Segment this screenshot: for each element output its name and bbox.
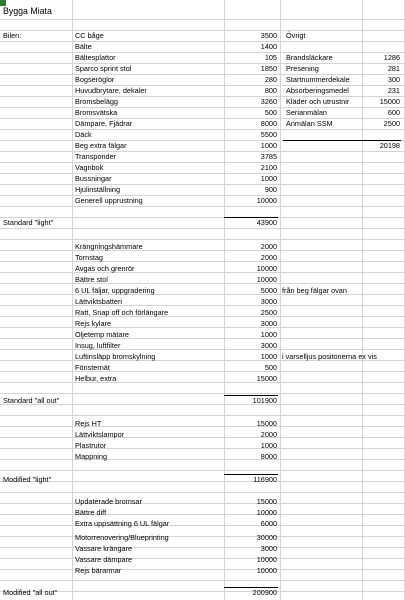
list-item-amount: 3785 bbox=[260, 152, 277, 161]
list-item-amount: 280 bbox=[264, 75, 277, 84]
subtotal-amount: 101900 bbox=[252, 396, 277, 405]
list-item-name: Updaterade bromsar bbox=[75, 497, 142, 506]
list-item-name: Bättre diff bbox=[75, 508, 107, 517]
list-item-name: Fönsternät bbox=[75, 363, 110, 372]
subtotal-amount: 200900 bbox=[252, 588, 277, 597]
list-item-name: CC båge bbox=[75, 31, 104, 40]
list-item-amount: 1400 bbox=[260, 42, 277, 51]
list-item-name: Bättre stol bbox=[75, 275, 108, 284]
list-item-note: i varselljus positonerna ex vis bbox=[282, 352, 377, 361]
list-item-name: Ratt, Snap off och förlängare bbox=[75, 308, 169, 317]
list-item-amount: 3000 bbox=[260, 341, 277, 350]
list-item-name: Startnummerdekale bbox=[286, 75, 350, 84]
list-item-amount: 15000 bbox=[256, 419, 277, 428]
list-item-name: Hjulinställning bbox=[75, 185, 121, 194]
list-item-amount: 30000 bbox=[256, 533, 277, 542]
sheet-title: Bygga Miata bbox=[3, 6, 52, 16]
list-item-name: Bogseröglor bbox=[75, 75, 115, 84]
list-item-amount: 281 bbox=[387, 64, 400, 73]
list-item-amount: 1000 bbox=[260, 441, 277, 450]
list-item-name: Mappning bbox=[75, 452, 108, 461]
list-item-name: Luftinsläpp bromskylning bbox=[75, 352, 156, 361]
list-item-name: Oljetemp mätare bbox=[75, 330, 129, 339]
list-item-amount: 8000 bbox=[260, 119, 277, 128]
grid-row-line bbox=[0, 206, 405, 207]
list-item-name: Kläder och utrustnir bbox=[286, 97, 350, 106]
list-item-amount: 1286 bbox=[383, 53, 400, 62]
list-item-name: Lättviktsbatteri bbox=[75, 297, 123, 306]
grid-row-line bbox=[0, 239, 405, 240]
list-item-name: Anmälan SSM bbox=[286, 119, 333, 128]
list-item-amount: 8000 bbox=[260, 452, 277, 461]
list-item-name: Vagnbok bbox=[75, 163, 104, 172]
grid-row-line bbox=[0, 415, 405, 416]
list-item-amount: 300 bbox=[387, 75, 400, 84]
list-item-name: Dämpare, Fjädrar bbox=[75, 119, 133, 128]
list-item-name: 6 UL fäljar, uppgradering bbox=[75, 286, 155, 295]
list-item-amount: 1000 bbox=[260, 352, 277, 361]
subtotal-label: Standard "light" bbox=[3, 218, 54, 227]
list-item-name: Avgas och grenrör bbox=[75, 264, 135, 273]
grid-row-line bbox=[0, 228, 405, 229]
list-item-amount: 1850 bbox=[260, 64, 277, 73]
grid-row-line bbox=[0, 580, 405, 581]
list-item-name: Presening bbox=[286, 64, 319, 73]
list-item-amount: 5500 bbox=[260, 130, 277, 139]
list-item-amount: 800 bbox=[264, 86, 277, 95]
ovrigt-total: 20198 bbox=[379, 141, 400, 150]
list-item-name: Vassare dämpare bbox=[75, 555, 133, 564]
list-item-amount: 15000 bbox=[379, 97, 400, 106]
list-item-amount: 231 bbox=[387, 86, 400, 95]
grid-row-line bbox=[0, 470, 405, 471]
list-item-name: Motorrenovering/Blueprinting bbox=[75, 533, 169, 542]
list-item-amount: 2500 bbox=[260, 308, 277, 317]
list-item-name: Serianmälan bbox=[286, 108, 327, 117]
subtotal-amount: 43900 bbox=[256, 218, 277, 227]
grid-row-line bbox=[0, 492, 405, 493]
list-item-amount: 3500 bbox=[260, 31, 277, 40]
list-item-amount: 2000 bbox=[260, 242, 277, 251]
list-item-amount: 500 bbox=[264, 108, 277, 117]
list-item-name: Absorberingsmedel bbox=[286, 86, 349, 95]
list-item-name: Lättviktslampor bbox=[75, 430, 125, 439]
list-item-name: Bältesplattor bbox=[75, 53, 116, 62]
list-item-name: Beg extra fälgar bbox=[75, 141, 127, 150]
grid-column-line bbox=[72, 0, 73, 600]
list-item-note: från beg fälgar ovan bbox=[282, 286, 347, 295]
list-item-amount: 1000 bbox=[260, 141, 277, 150]
list-item-name: Generell upprustning bbox=[75, 196, 143, 205]
subtotal-amount: 116900 bbox=[253, 475, 277, 484]
list-item-amount: 2000 bbox=[260, 253, 277, 262]
list-item-amount: 900 bbox=[264, 185, 277, 194]
list-item-amount: 105 bbox=[264, 53, 277, 62]
list-item-amount: 15000 bbox=[256, 374, 277, 383]
subtotal-label: Standard "all out" bbox=[3, 396, 60, 405]
list-item-name: Transponder bbox=[75, 152, 117, 161]
list-item-amount: 1000 bbox=[260, 330, 277, 339]
list-item-name: Plastrutor bbox=[75, 441, 107, 450]
list-item-name: Extra uppsättning 6 UL fälgar bbox=[75, 519, 170, 528]
list-item-name: Huvudbrytare, dekaler bbox=[75, 86, 147, 95]
list-item-name: Tornstag bbox=[75, 253, 103, 262]
list-item-name: Brandsläckare bbox=[286, 53, 333, 62]
list-item-amount: 500 bbox=[264, 363, 277, 372]
subtotal-label: Modified "all out" bbox=[3, 588, 58, 597]
subtotal-label: Modified "light" bbox=[3, 475, 52, 484]
list-item-amount: 2500 bbox=[383, 119, 400, 128]
list-item-name: Rejs bärarmar bbox=[75, 566, 122, 575]
list-item-name: Bromsbelägg bbox=[75, 97, 118, 106]
grid-row-line bbox=[0, 19, 405, 20]
list-item-amount: 10000 bbox=[256, 555, 277, 564]
list-item-amount: 6000 bbox=[260, 519, 277, 528]
list-item-amount: 15000 bbox=[256, 497, 277, 506]
list-item-name: Helbur, extra bbox=[75, 374, 117, 383]
list-item-amount: 10000 bbox=[256, 275, 277, 284]
grid-column-line bbox=[280, 0, 281, 600]
list-item-amount: 10000 bbox=[256, 264, 277, 273]
list-item-name: Bälte bbox=[75, 42, 92, 51]
list-item-name: Vassare krängare bbox=[75, 544, 133, 553]
ovrigt-header: Övrigt bbox=[286, 31, 306, 40]
section-label-bilen: Bilen: bbox=[3, 31, 22, 40]
list-item-amount: 2100 bbox=[260, 163, 277, 172]
list-item-amount: 10000 bbox=[256, 196, 277, 205]
list-item-name: Krängningshämmare bbox=[75, 242, 143, 251]
list-item-amount: 2000 bbox=[260, 430, 277, 439]
list-item-name: Sparco sprint stol bbox=[75, 64, 132, 73]
list-item-name: Däck bbox=[75, 130, 92, 139]
list-item-amount: 10000 bbox=[256, 566, 277, 575]
list-item-amount: 3000 bbox=[260, 319, 277, 328]
list-item-name: Bussningar bbox=[75, 174, 112, 183]
grid-row-line bbox=[0, 393, 405, 394]
list-item-amount: 600 bbox=[387, 108, 400, 117]
list-item-amount: 1000 bbox=[260, 174, 277, 183]
list-item-name: Rejs HT bbox=[75, 419, 102, 428]
list-item-name: Rejs kylare bbox=[75, 319, 112, 328]
list-item-amount: 5000 bbox=[260, 286, 277, 295]
list-item-name: Insug, luftfilter bbox=[75, 341, 121, 350]
list-item-name: Bromsvätska bbox=[75, 108, 118, 117]
list-item-amount: 3000 bbox=[260, 544, 277, 553]
list-item-amount: 10000 bbox=[256, 508, 277, 517]
list-item-amount: 3260 bbox=[260, 97, 277, 106]
list-item-amount: 3000 bbox=[260, 297, 277, 306]
